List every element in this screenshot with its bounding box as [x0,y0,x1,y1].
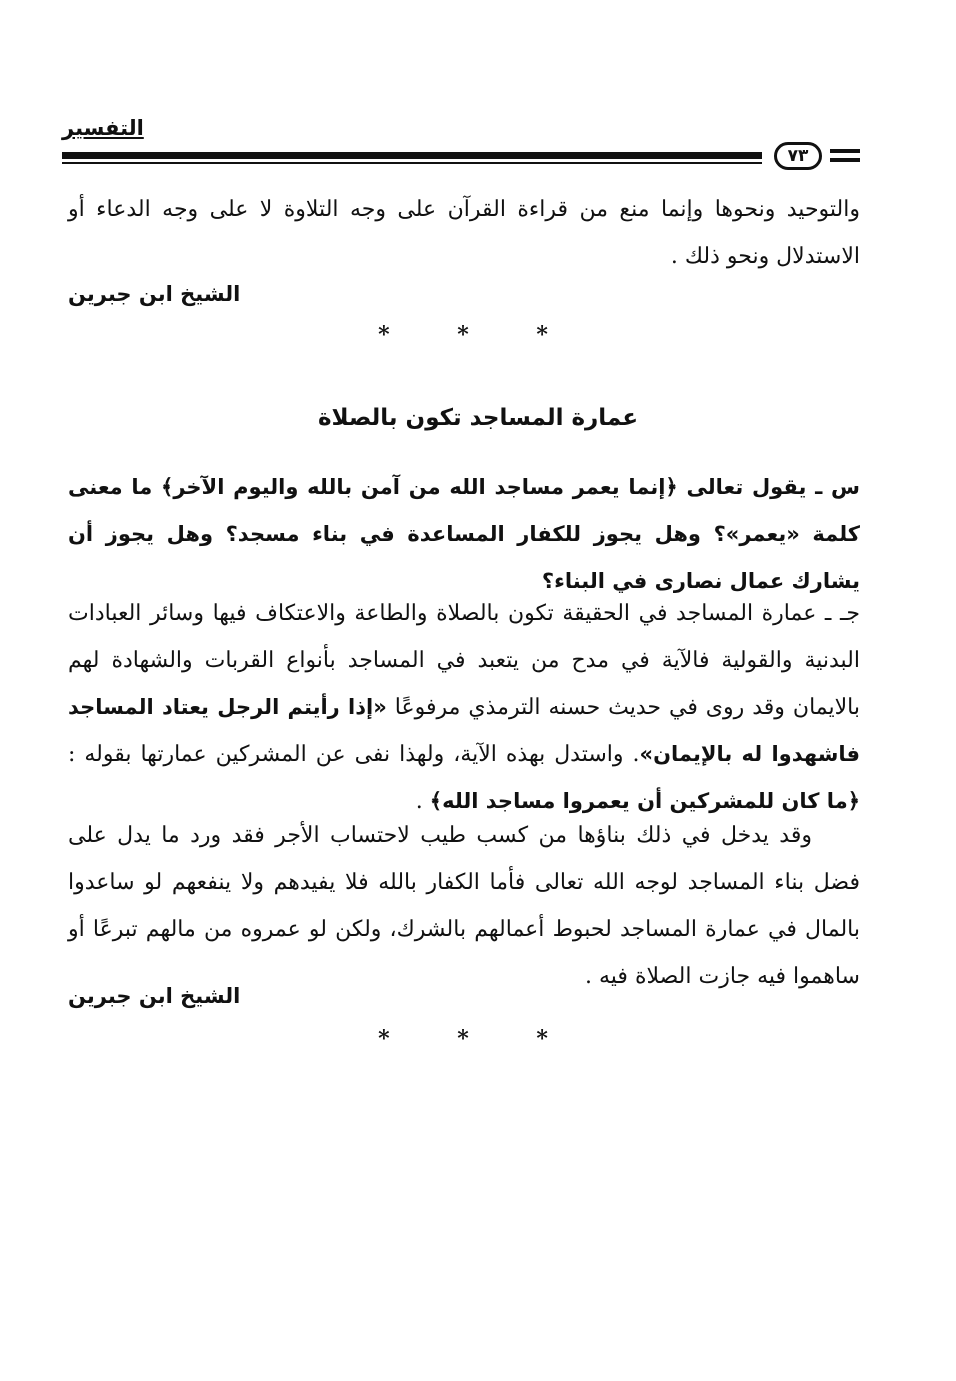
continuation-paragraph: والتوحيد ونحوها وإنما منع من قراءة القرآن على وجه التلاوة لا على وجه الدعاء أو الاستدلال ونحو ذلك . [68,197,860,269]
answer-paragraph [68,590,860,825]
answer-text: جـ ـ عمارة المساجد في الحقيقة تكون بالصلاة والطاعة والاعتكاف فيها وسائر العبادات البدنية والقولية فالآية في مدح من يتعبد في المساجد بأنواع القربات والشهادة لهم بالايمان وقد روى في حديث حسنه الترمذي مرفوعًا [68,601,860,720]
header-rule [62,152,762,159]
author-signature-2: الشيخ ابن جبرين [68,984,241,1008]
answer-paragraph-2: وقد يدخل في ذلك بناؤها من كسب طيب لاحتساب الأجر فقد ورد ما يدل على فضل بناء المساجد لوجه الله تعالى فأما الكفار بالله فلا يفيدهم ولا ينفعهم لو ساعدوا بالمال في عمارة المساجد لحبوط أعمالهم بالشرك، ولكن لو عمروه من مالهم تبرعًا أو ساهموا فيه جازت الصلاة فيه . [68,823,860,989]
question-paragraph: س ـ يقول تعالى ﴿إنما يعمر مساجد الله من آمن بالله واليوم الآخر﴾ ما معنى كلمة «يعمر»؟ وهل يجوز للكفار المساعدة في بناء مسجد؟ وهل يجوز أن يشارك عمال نصارى في البناء؟ [68,475,860,593]
header-rule-thin [62,162,762,164]
running-title: التفسير [62,116,144,140]
quran-verse: ﴿ما كان للمشركين أن يعمروا مساجد الله﴾ [429,789,860,813]
header-dash-mark [830,149,860,153]
header-dash-mark [830,158,860,162]
section-separator: * * * [378,322,578,348]
answer-text-continued: . واستدل بهذه الآية، ولهذا نفى عن المشركين عمارتها بقوله : [68,742,640,767]
page-number: ٧٣ [774,142,822,170]
section-separator-2: * * * [378,1026,578,1052]
hadith-quote: «إذا رأيتم الرجل يعتاد المساجد فاشهدوا له بالإيمان» [68,695,860,766]
author-signature: الشيخ ابن جبرين [68,282,241,306]
answer-end: . [415,789,423,814]
section-title: عمارة المساجد تكون بالصلاة [317,405,639,431]
